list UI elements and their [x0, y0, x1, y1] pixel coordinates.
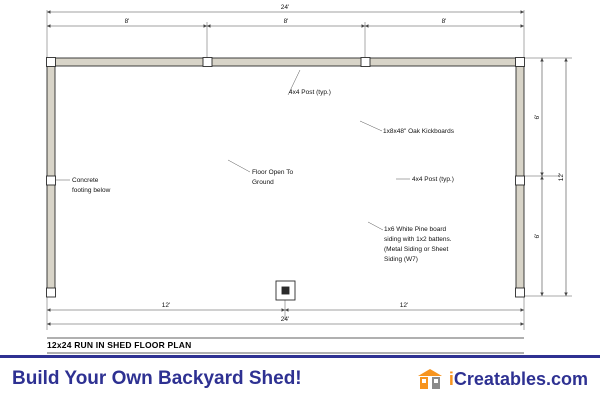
dim-top-seg-2: 8' — [283, 18, 289, 25]
svg-text:Concrete: Concrete — [72, 177, 99, 184]
svg-text:Floor Open To: Floor Open To — [252, 169, 294, 176]
brand-lockup[interactable] — [417, 368, 588, 390]
annotation-footing — [72, 177, 111, 194]
post-left-mid — [47, 176, 56, 185]
dim-top-overall: 24' — [280, 4, 290, 11]
center-post-marker — [276, 281, 295, 300]
brand-wordmark — [449, 369, 588, 390]
wall-back — [47, 58, 524, 66]
leader-lines — [56, 70, 410, 230]
house-logo-icon — [417, 368, 443, 390]
post-right-mid — [516, 176, 525, 185]
post-corner-br — [516, 288, 525, 297]
dim-bottom-overall: 24' — [280, 316, 290, 323]
drawing-title: 12x24 RUN IN SHED FLOOR PLAN — [47, 340, 192, 350]
post-top-1 — [203, 58, 212, 67]
footer-headline: Build Your Own Backyard Shed! — [12, 368, 302, 389]
annotation-floor-open — [252, 169, 293, 186]
svg-text:Ground: Ground — [252, 179, 274, 186]
dim-right-seg-top: 6' — [534, 114, 541, 120]
dim-top-seg-3: 8' — [441, 18, 447, 25]
annotation-post-right: 4x4 Post (typ.) — [412, 176, 454, 183]
post-corner-tr — [516, 58, 525, 67]
annotation-post-top: 4x4 Post (typ.) — [289, 89, 331, 96]
svg-text:(Metal Siding or Sheet: (Metal Siding or Sheet — [384, 246, 449, 253]
annotation-kickboards: 1x8x48" Oak Kickboards — [383, 128, 454, 135]
dim-right-overall: 12' — [558, 172, 565, 182]
post-corner-tl — [47, 58, 56, 67]
svg-text:Siding (W7): Siding (W7) — [384, 256, 418, 263]
post-corner-bl — [47, 288, 56, 297]
brand-suffix: .com — [545, 368, 588, 389]
dim-bottom-left: 12' — [161, 302, 171, 309]
dim-right-seg-bottom: 6' — [534, 233, 541, 239]
svg-text:footing below: footing below — [72, 187, 111, 194]
dim-top-seg-1: 8' — [124, 18, 130, 25]
svg-text:1x6 White Pine board: 1x6 White Pine board — [384, 226, 447, 233]
brand-prefix: i — [448, 368, 454, 389]
brand-main: Creatables — [453, 368, 546, 389]
dim-bottom-right: 12' — [399, 302, 409, 309]
post-top-2 — [361, 58, 370, 67]
footer-banner — [0, 355, 600, 400]
svg-text:siding with 1x2 battens.: siding with 1x2 battens. — [384, 236, 452, 243]
annotation-siding — [384, 226, 452, 263]
